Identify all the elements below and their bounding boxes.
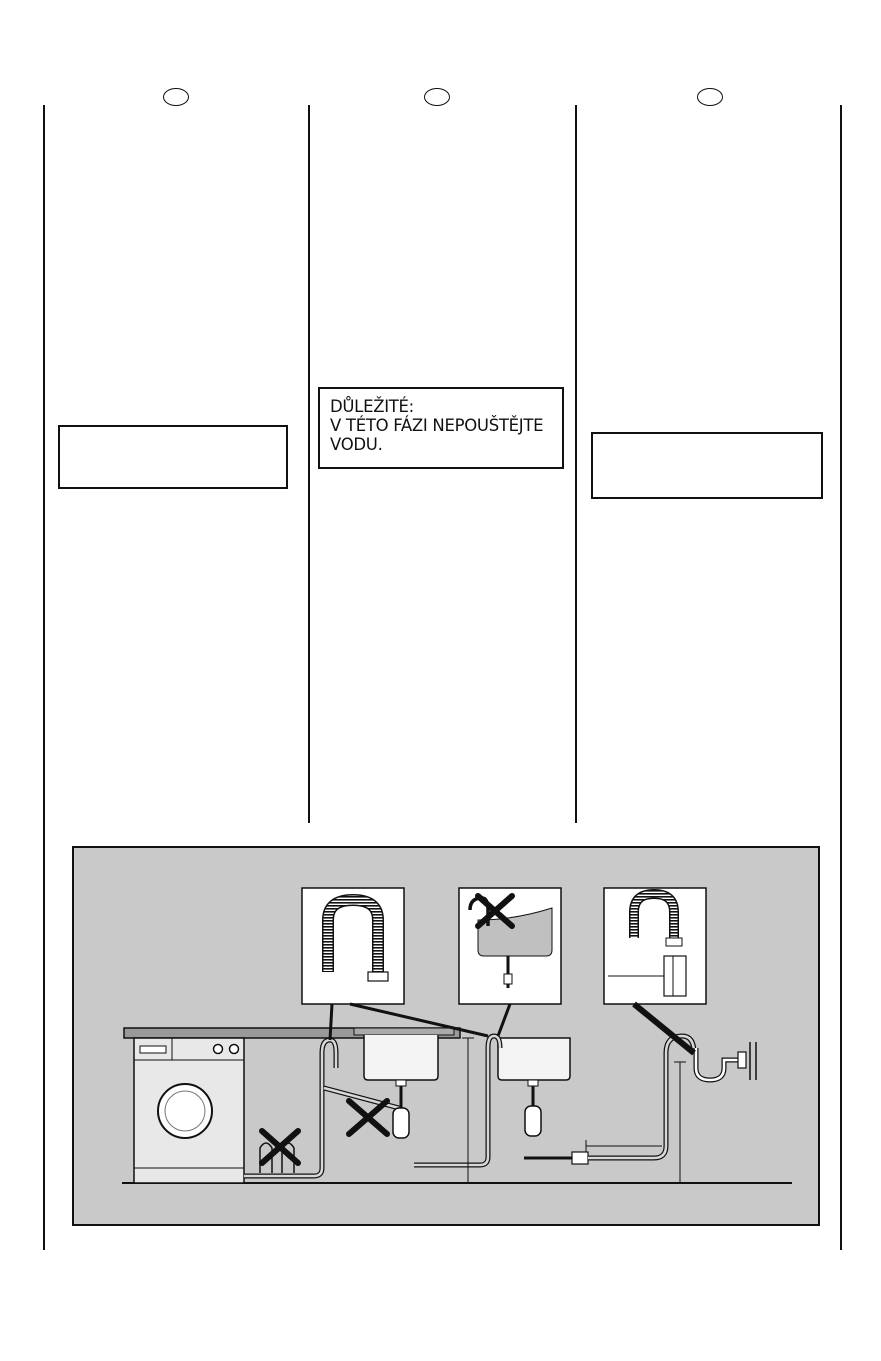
installation-figure	[72, 846, 820, 1226]
siphon-icon	[696, 1042, 756, 1080]
inset-u-bend	[302, 888, 404, 1040]
notice-box-right	[591, 432, 823, 499]
inset-submerged-hose	[459, 888, 561, 1036]
language-badge-middle	[424, 88, 450, 106]
column-divider-2	[575, 105, 577, 823]
notice-box-left	[58, 425, 288, 489]
prohibited-cross-icon	[349, 1101, 387, 1134]
right-border-rule	[840, 105, 842, 1250]
column-divider-1	[308, 105, 310, 823]
language-badge-right	[697, 88, 723, 106]
washing-machine-icon	[134, 1038, 244, 1183]
language-badge-left	[163, 88, 189, 106]
important-notice: DŮLEŽITÉ: V TÉTO FÁZI NEPOUŠTĚJTE VODU.	[318, 387, 564, 469]
inset-u-bend-measure	[604, 888, 706, 1053]
left-border-rule	[43, 105, 45, 1250]
installation-illustration	[74, 848, 818, 1224]
